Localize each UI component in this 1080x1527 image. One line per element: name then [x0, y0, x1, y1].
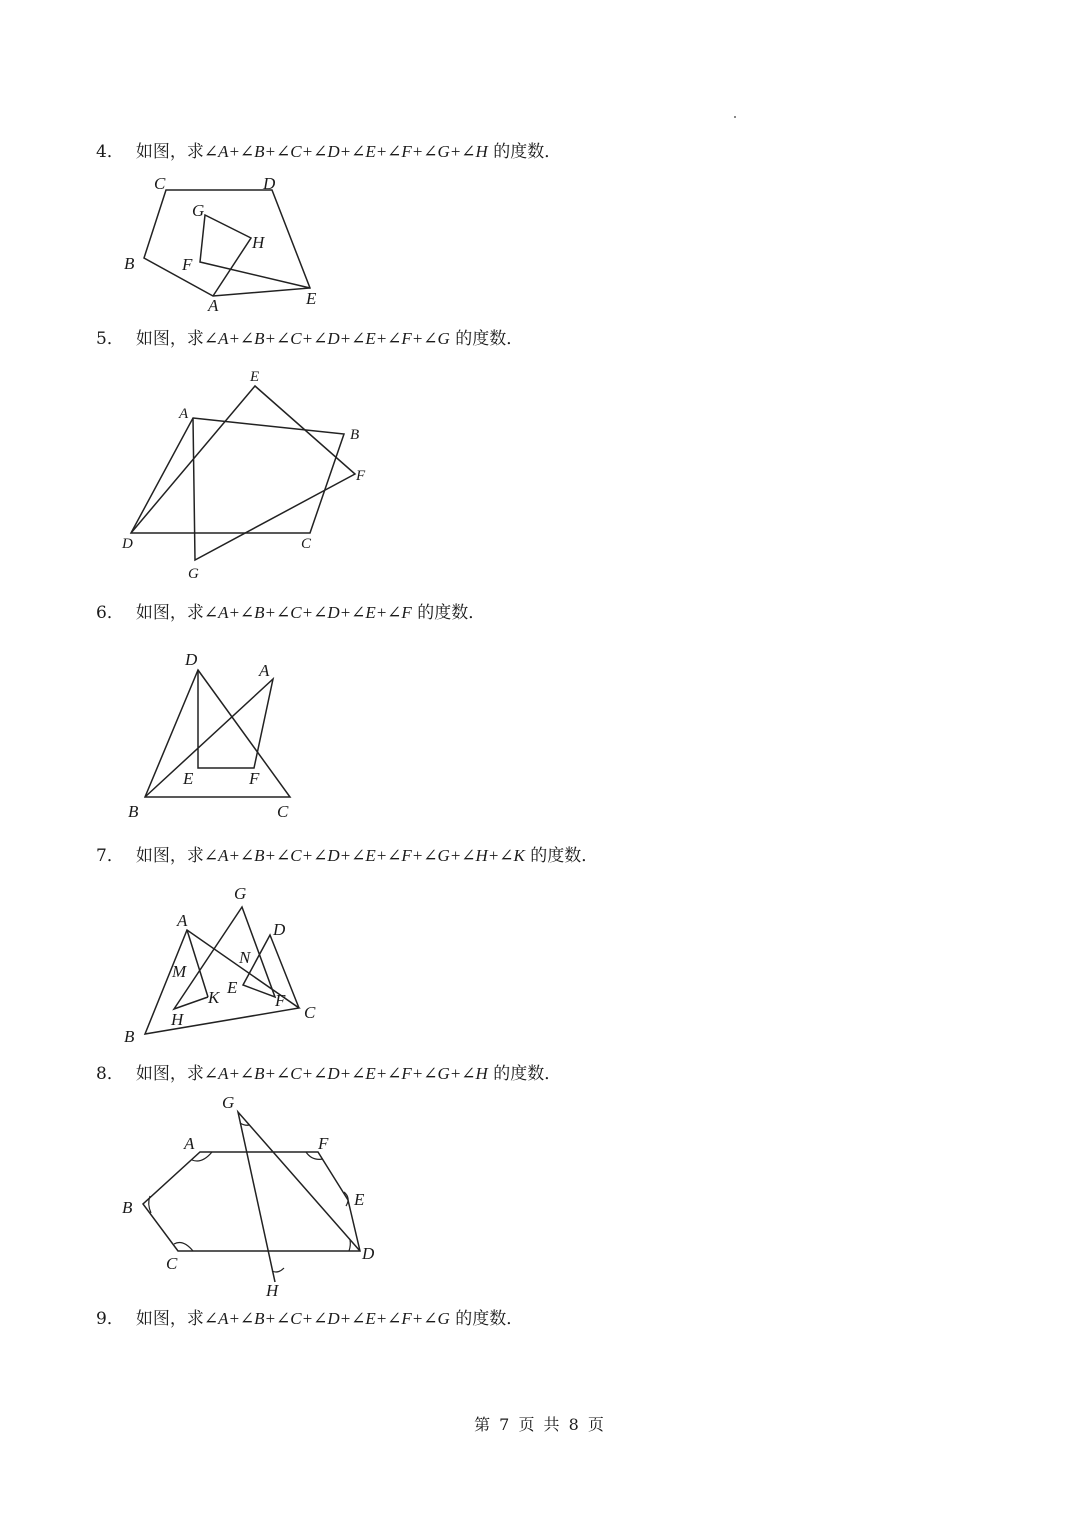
angle-expression: ∠A+∠B+∠C+∠D+∠E+∠F+∠G [203, 1309, 450, 1328]
question-9 [96, 1309, 523, 1329]
fig7-label-H: H [171, 1010, 184, 1029]
angle-expression: ∠A+∠B+∠C+∠D+∠E+∠F+∠G+∠H [203, 1064, 488, 1083]
fig7-label-E: E [227, 978, 238, 997]
fig8-label-A: A [184, 1134, 195, 1153]
fig7-label-G: G [234, 884, 247, 903]
question-prefix: 如图，求 [135, 142, 204, 162]
angle-expression: ∠A+∠B+∠C+∠D+∠E+∠F+∠G+∠H [203, 142, 488, 161]
fig7-label-N: N [239, 948, 251, 967]
question-prefix: 如图，求 [135, 1309, 204, 1329]
question-prefix: 如图，求 [135, 603, 204, 623]
fig7-label-F: F [275, 991, 286, 1010]
fig8-label-G: G [222, 1093, 235, 1112]
fig7-label-M: M [172, 962, 187, 981]
fig4-label-C: C [154, 174, 166, 193]
question-suffix: 的度数． [455, 329, 524, 349]
fig7-label-B: B [124, 1027, 135, 1046]
fig5-label-G: G [188, 566, 199, 582]
fig8-arc-D [349, 1240, 350, 1251]
question-prefix: 如图，求 [135, 329, 204, 349]
fig7-label-D: D [273, 920, 286, 939]
question-number: 6． [96, 603, 124, 623]
angle-expression: ∠A+∠B+∠C+∠D+∠E+∠F+∠G [203, 329, 450, 348]
fig8-hexagon [143, 1152, 360, 1251]
fig8-label-F: F [318, 1134, 329, 1153]
fig5-label-B: B [350, 427, 360, 443]
question-suffix: 的度数． [493, 142, 562, 162]
fig6-label-B: B [128, 802, 139, 821]
question-suffix: 的度数． [455, 1309, 524, 1329]
question-suffix: 的度数． [493, 1064, 562, 1084]
fig6-label-F: F [249, 769, 260, 788]
fig8-label-H: H [266, 1281, 279, 1300]
question-suffix: 的度数． [417, 603, 486, 623]
fig4-label-G: G [192, 201, 205, 220]
page-footer: 第 7 页 共 8 页 [474, 1415, 606, 1434]
fig8-label-B: B [122, 1198, 133, 1217]
fig4-label-F: F [182, 255, 193, 274]
fig4-label-A: A [208, 296, 219, 315]
fig5-label-D: D [122, 536, 133, 552]
question-number: 4． [96, 142, 124, 162]
question-prefix: 如图，求 [135, 846, 204, 866]
angle-expression: ∠A+∠B+∠C+∠D+∠E+∠F [203, 603, 412, 622]
fig4-label-B: B [124, 254, 135, 273]
question-prefix: 如图，求 [135, 1064, 204, 1084]
fig8-triangle-GH [238, 1112, 360, 1282]
fig5-label-C: C [301, 536, 312, 552]
question-number: 9． [96, 1309, 124, 1329]
fig6-label-A: A [259, 661, 270, 680]
fig5-label-E: E [250, 369, 260, 385]
fig4-label-D: D [263, 174, 276, 193]
fig8-arc-H [272, 1268, 284, 1272]
fig8-label-C: C [166, 1254, 178, 1273]
fig8-label-D: D [362, 1244, 375, 1263]
fig6-label-D: D [185, 650, 198, 669]
fig6-label-C: C [277, 802, 289, 821]
fig5-label-A: A [179, 406, 189, 422]
fig4-label-E: E [306, 289, 317, 308]
fig7-label-A: A [177, 911, 188, 930]
question-number: 8． [96, 1064, 124, 1084]
fig8-label-E: E [354, 1190, 365, 1209]
fig7-label-C: C [304, 1003, 316, 1022]
fig7-label-K: K [208, 988, 220, 1007]
fig4-label-H: H [252, 233, 265, 252]
angle-expression: ∠A+∠B+∠C+∠D+∠E+∠F+∠G+∠H+∠K [203, 846, 525, 865]
question-number: 5． [96, 329, 124, 349]
fig5-label-F: F [356, 468, 366, 484]
question-number: 7． [96, 846, 124, 866]
fig6-label-E: E [183, 769, 194, 788]
question-suffix: 的度数． [530, 846, 599, 866]
